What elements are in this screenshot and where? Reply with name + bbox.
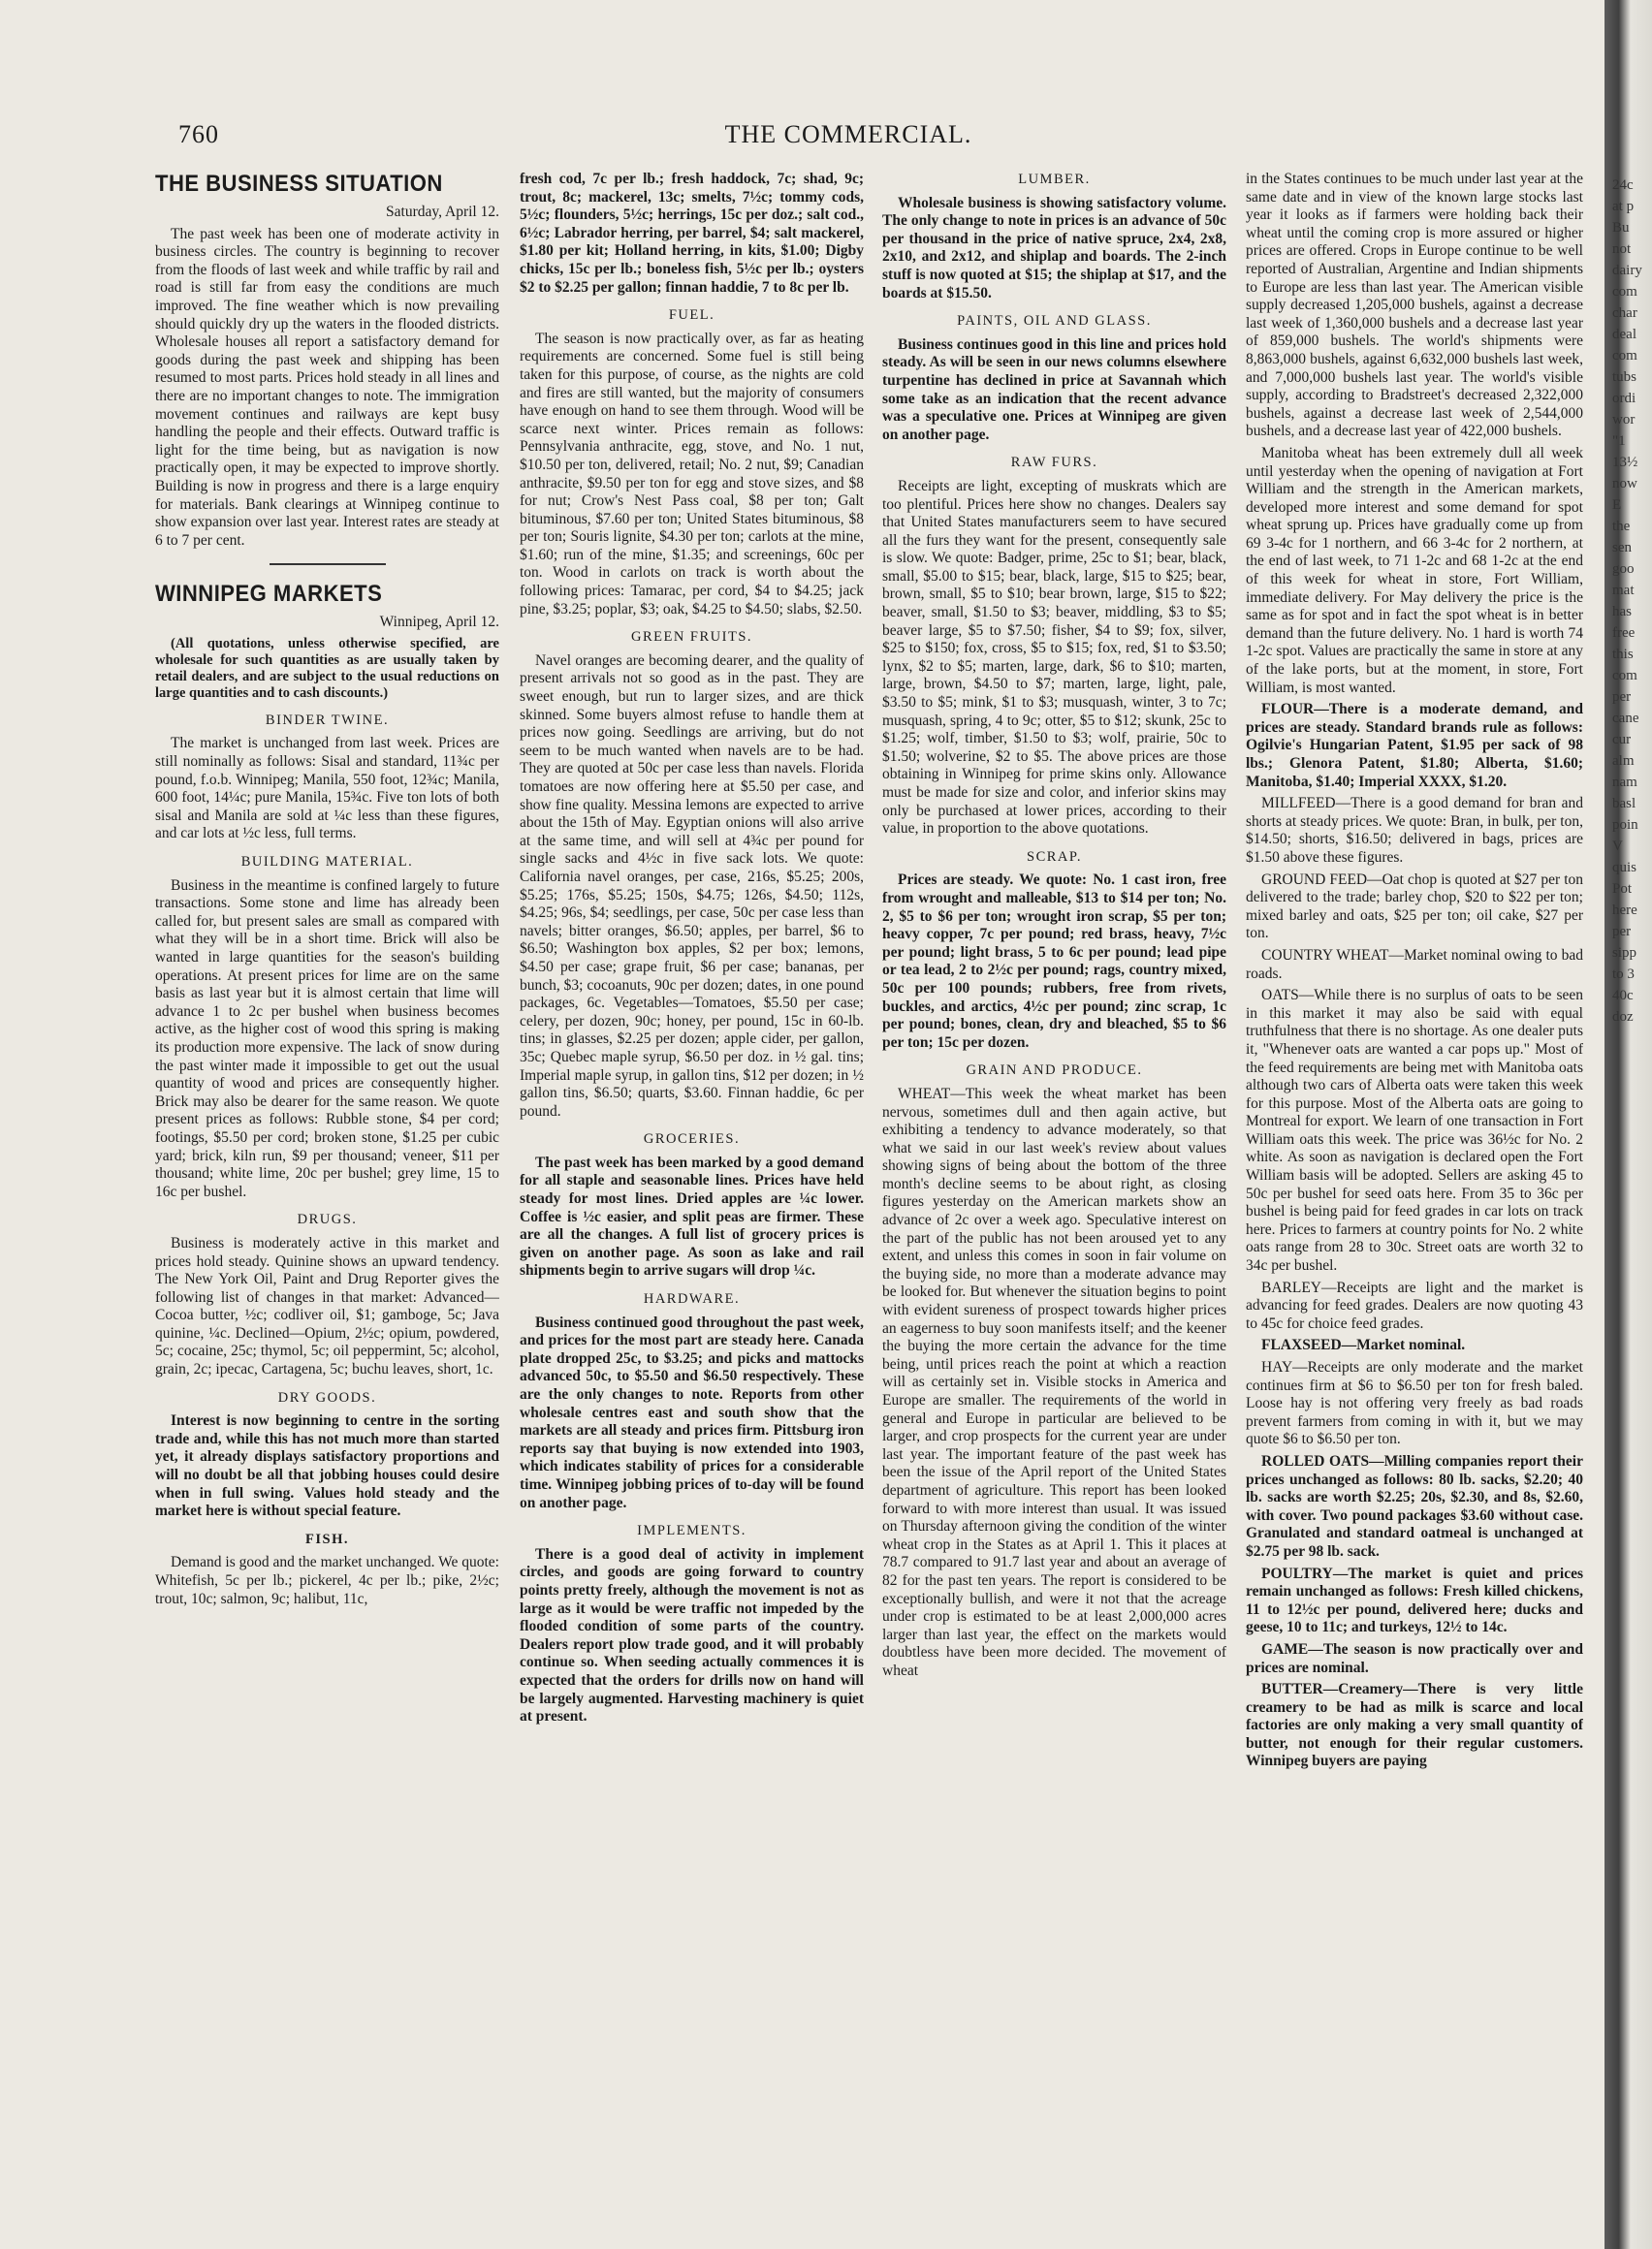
- edge-fragment: the: [1612, 519, 1631, 534]
- country-wheat-text: COUNTRY WHEAT—Market nominal owing to bad roads.: [1246, 946, 1583, 982]
- edge-fragment: E: [1612, 497, 1622, 513]
- flour-text: FLOUR—There is a moderate demand, and prices are steady. Standard brands rule as follows: Ogilvie's Hungarian Patent, $1.95 per sack of 98 lbs.; Glenora Patent, $1.80; Alberta, $1.60; Manitoba, $1.40; Imperial XXXX, $1.20.: [1246, 701, 1583, 790]
- section-divider: [270, 563, 386, 565]
- ground-feed-text: GROUND FEED—Oat chop is quoted at $27 per ton delivered to the trade; barley chop, $20 to $22 per ton; mixed barley and oats, $25 per ton; oil cake, $27 per ton.: [1246, 871, 1583, 942]
- implements-heading: IMPLEMENTS.: [637, 1523, 747, 1539]
- column-3: [882, 171, 1226, 2221]
- edge-fragment: free: [1612, 625, 1636, 641]
- wheat-continued-text: in the States continues to be much under last year at the same date and in view of the known large stocks last year it looks as if farmers were holding back their wheat until the coming crop is more assured or higher prices are offered. Crops in Europe continue to be well reported of Australian, Argentine and Indian shipments to Europe are less than last year. The American visible supply decreased 1,205,000 bushels, against a decrease last week of 1,360,000 bushels and a decrease last year of 859,000 bushels. The world's shipments were 8,863,000 bushels, against 6,632,000 bushels last week, and 7,000,000 bushels last year. The world's visible supply, according to Bradstreet's decreased 2,322,000 bushels, against a decrease last week of 2,544,000 bushels, and a decrease last year of 422,000 bushels.: [1246, 171, 1583, 440]
- edge-fragment: to 3: [1612, 966, 1635, 982]
- next-page-fragments: [1612, 174, 1651, 1028]
- green-fruits-heading: GREEN FRUITS.: [630, 629, 753, 646]
- fish-continued-text: fresh cod, 7c per lb.; fresh haddock, 7c; shad, 9c; trout, 8c; mackerel, 13c; smelts, 7½c; tommy cods, 5½c; flounders, 5½c; herrings, 15c per doz.; salt cod., 6½c; Labrador herring, per barrel, $4; salt mackerel, $1.80 per kit; Holland herring, in kits, $1.00; Digby chicks, 15c per lb.; boneless fish, 5½c per lb.; oysters $2 to $2.25 per gallon; finnan haddie, 7 to 8c per lb.: [520, 171, 864, 296]
- edge-fragment: 24c: [1612, 177, 1634, 193]
- groceries-text: The past week has been marked by a good demand for all staple and seasonable lines. Prices have held steady for most lines. Dried apples are ¼c lower. Coffee is ½c easier, and split peas are firmer. These are all the changes. A full list of grocery prices is given on another page. As soon as lake and rail shipments begin to arrive sugars will drop ¼c.: [520, 1154, 864, 1280]
- edge-fragment: Pot: [1612, 881, 1633, 897]
- flaxseed-text: FLAXSEED—Market nominal.: [1261, 1337, 1466, 1354]
- edge-fragment: has: [1612, 604, 1632, 619]
- green-fruits-text: Navel oranges are becoming dearer, and the quality of present arrivals not so good as in the past. They are sweet enough, but run to larger sizes, and are thick skinned. Some buyers almost refuse to handle them at prices now going. Seedlings are arriving, but do not seem to be much wanted when navels are to be had. They are quoted at 50c per case less than navels. Florida tomatoes are now offering here at $5.50 per case, and show fine quality. Messina lemons are expected to arrive about the 15th of May. Egyptian onions will also arrive at the same time, and will sell at 4¾c per pound for single sacks and 4½c in five sack lots. We quote: California navel oranges, per case, 216s, $5.25; 200s, $5.25; 176s, $5.25; 150s, $4.75; 126s, $4.50; 112s, $4.25; 96s, $4; seedlings, per case, 50c per case less than navels; bitter oranges, $6.50; apples, per barrel, $6 to $6.50; Washington box apples, $2 per box; lemons, $4.50 per case; grape fruit, $6 per case; bananas, per bunch, $3; cocoanuts, 90c per dozen; dates, in one pound packages, 6c. Vegetables—Tomatoes, $5.50 per case; celery, per dozen, 90c; honey, per pound, 15c in 60-lb. tins; in glasses, $2.25 per dozen; apple cider, per gallon, 35c; Quebec maple syrup, $6.50 per doz. in ½ gal. tins; Imperial maple syrup, in gallon tins, $12 per dozen; in ½ gallon tins, $6.50; quarts, $3.60. Finnan haddie, 6c per pound.: [520, 651, 864, 1120]
- page-header: [155, 120, 1541, 149]
- millfeed-text: MILLFEED—There is a good demand for bran and shorts at steady prices. We quote: Bran, in bulk, per ton, $14.50; shorts, $16.50; delivered in bags, prices are $1.50 above these figures.: [1246, 795, 1583, 866]
- fuel-text: The season is now practically over, as far as heating requirements are concerned. Some fuel is still being taken for this purpose, of course, as the nights are cold and fires are still wanted, but the majority of consumers have enough on hand to see them through. Wood will be scarce next winter. Prices remain as follows: Pennsylvania anthracite, egg, stove, and No. 1 nut, $10.50 per ton, delivered, retail; No. 2 nut, $9; Canadian anthracite, $9.50 per ton for egg and stove sizes, and $8 for nut; Crow's Nest Pass coal, $8 per ton; Galt bituminous, $7.60 per ton; United States bituminous, $8 per ton; Souris lignite, $4.30 per ton; carlots at the mine, $1.60; run of the mine, $1.35; and screenings, 60c per ton. Wood in carlots on track is worth about the following prices: Tamarac, per cord, $4 to $4.25; jack pine, $3.25; poplar, $3; oak, $4.25 to $4.50; slabs, $2.50.: [520, 330, 864, 618]
- next-page-edge: [1604, 0, 1652, 2249]
- groceries-heading: GROCERIES.: [643, 1131, 741, 1148]
- edge-fragment: at p: [1612, 199, 1635, 214]
- implements-text: There is a good deal of activity in implement circles, and goods are going forward to country points pretty freely, although the movement is not as large as it would be were traffic not impeded by the flooded condition of some parts of the country. Dealers report plow trade good, and it will probably continue so. When seeding actually commences it is expected that the orders for drills now on hand will be largely augmented. Harvesting machinery is quiet at present.: [520, 1545, 864, 1726]
- hardware-heading: HARDWARE.: [643, 1291, 741, 1308]
- quotations-note: (All quotations, unless otherwise specified, are wholesale for such quantities as are usually taken by retail dealers, and are subject to the usual reductions on large quantities and to cash discounts.): [155, 635, 499, 701]
- fuel-heading: FUEL.: [668, 307, 715, 324]
- edge-fragment: com: [1612, 284, 1637, 300]
- manitoba-wheat-text: Manitoba wheat has been extremely dull all week until yesterday when the opening of navigation at Fort William and the strength in the American markets, developed more interest and some demand for spot wheat sprung up. Prices have gradually come up from 69 3-4c for 1 northern, and 66 3-4c for 2 northern, at the end of last week, to 71 1-2c and 68 1-2c at the end of this week for wheat in store, Fort William, immediate delivery. For May delivery the price is the same as for spot and in fact the spot wheat is in better demand than the future delivery. No. 1 hard is worth 74 1-2c spot. Values are practically the same in store at any of the lake ports, but at the moment, in store, Fort William, is most wanted.: [1246, 444, 1583, 696]
- rolled-oats-text: ROLLED OATS—Milling companies report their prices unchanged as follows: 80 lb. sacks, $2.20; 40 lb. sacks are worth $2.25; 20s, $2.30, and 8s, $2.60, with cover. Two pound packages $3.60 without case. Granulated and standard oatmeal is unchanged at $2.75 per 98 lb. sack.: [1246, 1452, 1583, 1560]
- butter-text: BUTTER—Creamery—There is very little creamery to be had as milk is scarce and local factories are only making a very small quantity of butter, not enough for their regular customers. Winnipeg buyers are paying: [1246, 1681, 1583, 1770]
- lumber-heading: LUMBER.: [1018, 172, 1091, 187]
- page-number: 760: [178, 120, 219, 148]
- edge-fragment: sipp: [1612, 945, 1637, 961]
- column-2: [520, 171, 864, 2221]
- winnipeg-markets-dateline: Winnipeg, April 12.: [379, 614, 499, 631]
- running-head: THE COMMERCIAL.: [724, 120, 972, 148]
- game-text: GAME—The season is now practically over and prices are nominal.: [1246, 1640, 1583, 1676]
- column-4: [1246, 171, 1583, 2221]
- edge-fragment: Bu: [1612, 220, 1630, 236]
- hay-text: HAY—Receipts are only moderate and the market continues firm at $6 to $6.50 per ton for fresh baled. Loose hay is not offering very freely as bad roads prevent farmers from coming in with it, but we may quote $6 to $6.50 per ton.: [1246, 1359, 1583, 1448]
- raw-furs-heading: RAW FURS.: [1010, 455, 1098, 471]
- edge-fragment: nam: [1612, 775, 1637, 790]
- hardware-text: Business continued good throughout the past week, and prices for the most part are steady here. Canada plate dropped 25c, to $3.25; and picks and mattocks advanced 50c, to $5.50 and $6.50 respectively. These are the only changes to note. Reports from other wholesale centres east and south show that the markets are all steady and prices firm. Pittsburg iron reports say that buying is now extended into 1903, which indicates stability of prices for a considerable time. Winnipeg jobbing prices of to-day will be found on another page.: [520, 1314, 864, 1511]
- building-material-text: Business in the meantime is confined largely to future transactions. Some stone and lime has already been called for, but present sales are small as compared with what they will be in a short time. Brick will also be wanted in large quantities for the season's building operations. At present prices for lime are on the same basis as last year but it is almost certain that lime will advance 1 to 2c per bushel when business becomes active, as the higher cost of wood this spring is making its production more expensive. The lack of snow during the past winter made it impossible to get out the usual quantity of wood and prices are consequently higher. Brick may also be dearer for the same reason. We quote present prices as follows: Rubble stone, $4 per cord; footings, $5.50 per cord; broken stone, $1.25 per cubic yard; brick, kiln run, $9 per thousand; veneer, $11 per thousand; white lime, 20c per bushel; grey lime, 15 to 16c per bushel.: [155, 876, 499, 1200]
- edge-fragment: now: [1612, 476, 1637, 491]
- edge-fragment: sen: [1612, 540, 1632, 555]
- business-situation-text: The past week has been one of moderate activity in business circles. The country is beginning to recover from the floods of last week and while traffic by rail and road is still far from easy the conditions are much improved. The fine weather which is now prevailing should quickly dry up the waters in the flooded districts. Wholesale houses all report a satisfactory demand for goods during the past week and shipping has been resumed to most parts. Prices hold steady in all lines and there are no important changes to note. The immigration movement continues and railways are kept busy handling the people and their effects. Outward traffic is light for the time being, but as navigation is now practically open, it may be expected to improve shortly. Building is now in progress and there is a large enquiry for materials. Bank clearings at Winnipeg continue to show expansion over last year. Interest rates are steady at 6 to 7 per cent.: [155, 225, 499, 549]
- edge-fragment: alm: [1612, 753, 1635, 769]
- grain-heading: GRAIN AND PRODUCE.: [966, 1062, 1143, 1079]
- edge-fragment: poin: [1612, 817, 1638, 833]
- edge-fragment: this: [1612, 647, 1634, 662]
- lumber-text: Wholesale business is showing satisfactory volume. The only change to note in prices is an advance of 50c per thousand in the price of native spruce, 2x4, 2x8, 2x10, and 2x12, and shiplap and boards. The 2-inch stuff is now quoted at $15; the shiplap at $17, and the boards at $15.50.: [882, 194, 1226, 301]
- edge-fragment: not: [1612, 241, 1632, 257]
- business-situation-title: THE BUSINESS SITUATION: [155, 171, 443, 197]
- edge-fragment: basl: [1612, 796, 1636, 811]
- edge-fragment: cur: [1612, 732, 1632, 747]
- scrap-text: Prices are steady. We quote: No. 1 cast iron, free from wrought and malleable, $13 to $14 per ton; No. 2, $5 to $6 per ton; wrought iron scrap, $5 per ton; heavy copper, 7c per pound; red brass, heavy, 7½c per pound; light brass, 5 to 6c per pound; lead pipe or tea lead, 2 to 2½c per pound; rags, country mixed, 50c per 100 pounds; rubbers, free from rivets, buckles, and arctics, 4½c per pound; zinc scrap, 1c per pound; bones, clean, dry and bleached, $5 to $6 per ton; 15c per dozen.: [882, 871, 1226, 1051]
- paints-text: Business continues good in this line and prices hold steady. As will be seen in our news columns elsewhere turpentine has declined in price at Savannah which some take as an indication that the recent advance was a speculative one. Prices at Winnipeg are given on another page.: [882, 335, 1226, 443]
- edge-fragment: 13½: [1612, 455, 1638, 470]
- dry-goods-text: Interest is now beginning to centre in the sorting trade and, while this has not much more than started yet, it already displays satisfactory proportions and will no doubt be all that jobbing houses could desire when in full swing. Values hold steady and the market here is without special feature.: [155, 1412, 499, 1520]
- winnipeg-markets-title: WINNIPEG MARKETS: [155, 581, 383, 608]
- dry-goods-heading: DRY GOODS.: [277, 1389, 377, 1406]
- edge-fragment: 40c: [1612, 988, 1634, 1003]
- edge-fragment: cane: [1612, 711, 1639, 726]
- edge-fragment: V: [1612, 839, 1623, 854]
- edge-fragment: mat: [1612, 583, 1635, 598]
- edge-fragment: char: [1612, 305, 1637, 321]
- column-1: [155, 171, 499, 2221]
- business-situation-dateline: Saturday, April 12.: [386, 204, 499, 220]
- edge-fragment: doz: [1612, 1009, 1634, 1025]
- fish-heading: FISH.: [305, 1531, 349, 1547]
- edge-fragment: com: [1612, 668, 1637, 683]
- edge-fragment: ordi: [1612, 391, 1636, 406]
- drugs-heading: DRUGS.: [297, 1212, 358, 1228]
- edge-fragment: tubs: [1612, 369, 1637, 385]
- edge-fragment: here: [1612, 903, 1637, 918]
- barley-text: BARLEY—Receipts are light and the market is advancing for feed grades. Dealers are now quoting 43 to 45c for choice feed grades.: [1246, 1279, 1583, 1332]
- raw-furs-text: Receipts are light, excepting of muskrats which are too plentiful. Prices here show no changes. Dealers say that United States manufacturers seem to have secured all the furs they want for the present, consequently sale is slow. We quote: Badger, prime, 25c to $1; bear, black, small, $5.00 to $15; bear, black, large, $15 to $25; bear, brown, small, $5 to $10; bear brown, large, $15 to $22; beaver, small, $1.50 to $3; beaver, middling, $3 to $5; beaver large, $5 to $7.50; fisher, $4 to $9; fox, silver, $25 to $150; fox, cross, $5 to $15; fox, red, $1 to $3.50; lynx, $2 to $5; marten, large, dark, $6 to $10; marten, large, brown, $4.50 to $7; marten, large, light, pale, $3.50 to $5; mink, $1 to $3; musquash, winter, 3 to 7c; musquash, spring, 4 to 9c; otter, $5 to $12; skunk, 25c to $1.25; wolf, timber, $1.50 to $3; wolf, prairie, 50c to $1.50; wolverine, $2 to $5. The above prices are those obtaining in Winnipeg for prime skins only. Allowance must be made for size and color, and inferior skins may only be purchased at lower prices, according to their value, in proportion to the above quotations.: [882, 477, 1226, 838]
- fish-text: Demand is good and the market unchanged. We quote: Whitefish, 5c per lb.; pickerel, 4c per lb.; pike, 2½c; trout, 10c; salmon, 9c; halibut, 11c,: [155, 1554, 499, 1607]
- edge-fragment: deal: [1612, 327, 1636, 342]
- poultry-text: POULTRY—The market is quiet and prices remain unchanged as follows: Fresh killed chickens, 11 to 12½c per pound, delivered here; ducks and geese, 10 to 11c; and turkeys, 12½ to 14c.: [1246, 1565, 1583, 1636]
- edge-fragment: goo: [1612, 561, 1635, 577]
- oats-text: OATS—While there is no surplus of oats to be seen in this market it may also be said with equal truthfulness that there is no shortage. As one dealer puts it, "Whenever oats are wanted a car pops up." Most of the feed requirements are being met with Manitoba oats although two cars of Alberta oats were taken this week for this purpose. Most of the Alberta oats are going to Montreal for export. We learn of one transaction in Fort William oats this week. The price was 36½c for No. 2 white. As soon as navigation is declared open the Fort William basis will be adopted. Sellers are asking 45 to 50c per bushel for seed oats here. From 35 to 36c per bushel is being paid for feed grades in car lots on track here. Prices to farmers at country points for No. 2 white oats range from 28 to 30c. Street oats are worth 32 to 34c per bushel.: [1246, 987, 1583, 1275]
- binder-twine-text: The market is unchanged from last week. Prices are still nominally as follows: Sisal and standard, 11¾c per pound, f.o.b. Winnipeg; Manila, 550 foot, 12¾c; Manila, 600 foot, 14¼c; pure Manila, 15¾c. Five ton lots of both sisal and Manila are sold at ¼c less than these figures, and car lots at ½c less, full terms.: [155, 735, 499, 842]
- grain-text: WHEAT—This week the wheat market has been nervous, sometimes dull and then again active, but exhibiting a tendency to advance moderately, so that what we said in our last week's review about values showing signs of being about the bottom of the three month's decline seems to be about right, as closing figures yesterday on the American markets show an advance of 2c over a week ago. Speculative interest on the part of the public has not been aroused yet to any extent, and unless this comes in soon in fair volume on the buying side, no more than a moderate advance may be looked for. But whenever the situation begins to point with evident sureness of prospect towards higher prices an eagerness to buy soon manifests itself; and the keener the buying the more certain the advance for the time being, until prices reach the point at which a reaction will as certainly set in. Visible stocks in America and Europe are smaller. The requirements of the world in general and Europe in particular are believed to be larger, and crop prospects for the current year are under last year. The important feature of the past week has been the issue of the April report of the United States department of agriculture. This report has been looked forward to with more interest than usual. It was issued on Thursday afternoon giving the condition of the winter wheat crop in the States as at April 1. This it places at 78.7 compared to 91.7 last year and about an average of 82 for the past ten years. The report is considered to be exceptionally bullish, and were it not that the acreage under crop is estimated to be at least 2,000,000 acres larger than last year, the effect on the markets would doubtless have been more decided. The movement of wheat: [882, 1085, 1226, 1679]
- paints-heading: PAINTS, OIL AND GLASS.: [957, 313, 1152, 330]
- building-material-heading: BUILDING MATERIAL.: [240, 854, 414, 871]
- edge-fragment: dairy: [1612, 263, 1642, 278]
- edge-fragment: per: [1612, 924, 1632, 939]
- scrap-heading: SCRAP.: [1027, 848, 1082, 865]
- binder-twine-heading: BINDER TWINE.: [265, 712, 390, 728]
- edge-fragment: per: [1612, 689, 1632, 705]
- edge-fragment: quis: [1612, 860, 1637, 875]
- drugs-text: Business is moderately active in this market and prices hold steady. Quinine shows an upward tendency. The New York Oil, Paint and Drug Reporter gives the following list of changes in that market: Advanced—Cocoa butter, ½c; codliver oil, $1; gamboge, 5c; Java quinine, ¼c. Declined—Opium, 2½c; opium, powdered, 5c; cocaine, 25c; thymol, 5c; oil peppermint, 5c; alcohol, grain, 2c; ipecac, Cartagena, 5c; buchu leaves, short, 1c.: [155, 1234, 499, 1378]
- edge-fragment: com: [1612, 348, 1637, 364]
- edge-fragment: "1: [1612, 433, 1626, 449]
- edge-fragment: wor: [1612, 412, 1636, 428]
